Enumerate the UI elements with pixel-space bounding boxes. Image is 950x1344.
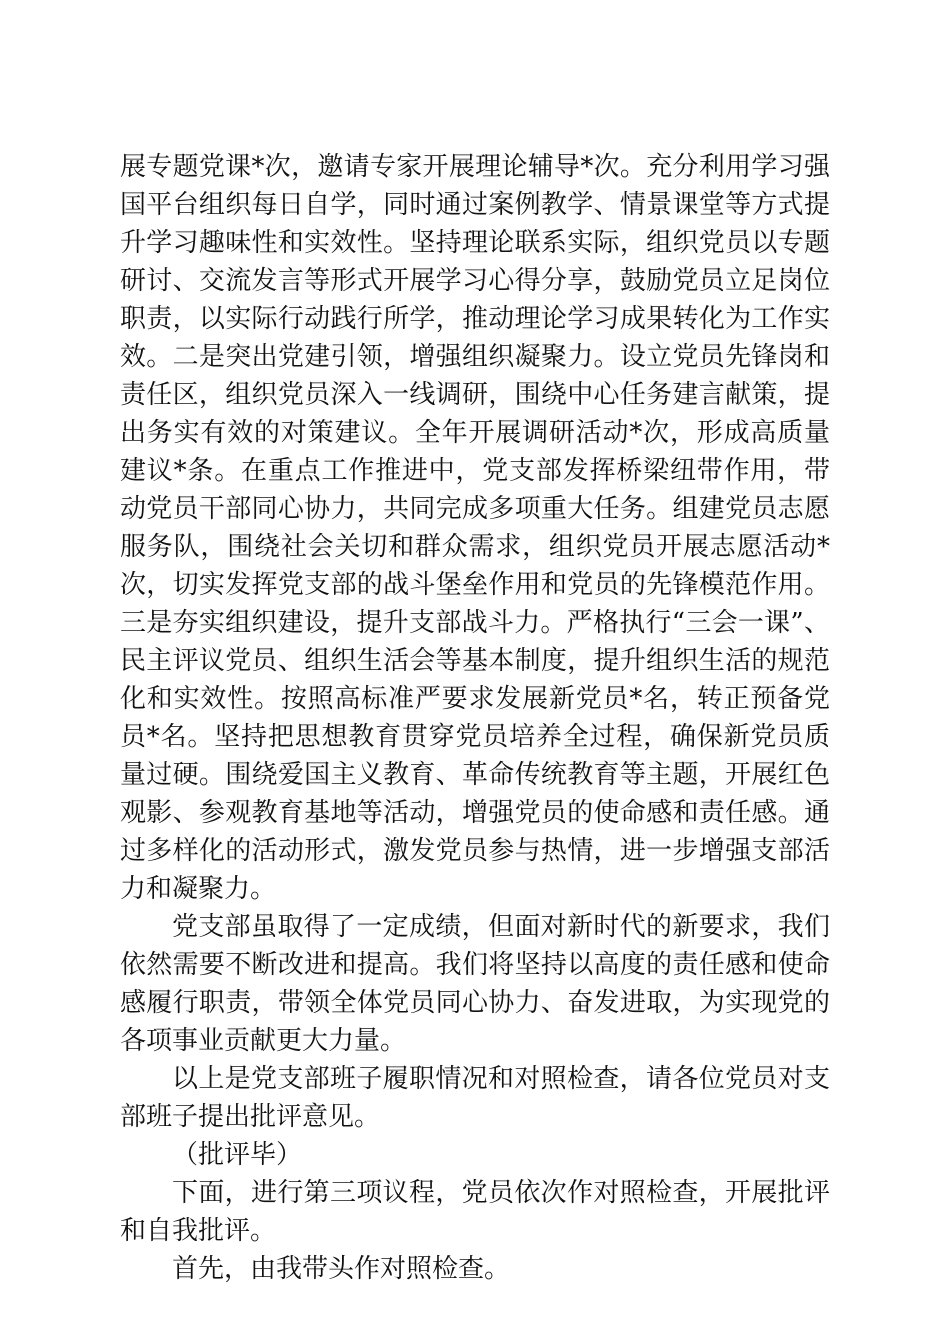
body-paragraph-3: 以上是党支部班子履职情况和对照检查，请各位党员对支部班子提出批评意见。 bbox=[120, 1064, 830, 1132]
document-body bbox=[120, 148, 830, 1288]
body-paragraph-2: 党支部虽取得了一定成绩，但面对新时代的新要求，我们依然需要不断改进和提高。我们将坚持以高度的责任感和使命感履行职责，带领全体党员同心协力、奋发进取，为实现党的各项事业贡献更大力量。 bbox=[120, 912, 830, 1056]
body-paragraph-1: 展专题党课*次，邀请专家开展理论辅导*次。充分利用学习强国平台组织每日自学，同时通过案例教学、情景课堂等方式提升学习趣味性和实效性。坚持理论联系实际，组织党员以专题研讨、交流发言等形式开展学习心得分享，鼓励党员立足岗位职责，以实际行动践行所学，推动理论学习成果转化为工作实效。二是突出党建引领，增强组织凝聚力。设立党员先锋岗和责任区，组织党员深入一线调研，围绕中心任务建言献策，提出务实有效的对策建议。全年开展调研活动*次，形成高质量建议*条。在重点工作推进中，党支部发挥桥梁纽带作用，带动党员干部同心协力，共同完成多项重大任务。组建党员志愿服务队，围绕社会关切和群众需求，组织党员开展志愿活动*次，切实发挥党支部的战斗堡垒作用和党员的先锋模范作用。三是夯实组织建设，提升支部战斗力。严格执行“三会一课”、民主评议党员、组织生活会等基本制度，提升组织生活的规范化和实效性。按照高标准严要求发展新党员*名，转正预备党员*名。坚持把思想教育贯穿党员培养全过程，确保新党员质量过硬。围绕爱国主义教育、革命传统教育等主题，开展红色观影、参观教育基地等活动，增强党员的使命感和责任感。通过多样化的活动形式，激发党员参与热情，进一步增强支部活力和凝聚力。 bbox=[120, 152, 830, 904]
body-paragraph-4: （批评毕） bbox=[172, 1140, 303, 1170]
body-paragraph-5: 下面，进行第三项议程，党员依次作对照检查，开展批评和自我批评。 bbox=[120, 1178, 830, 1246]
body-paragraph-6: 首先，由我带头作对照检查。 bbox=[172, 1254, 511, 1284]
